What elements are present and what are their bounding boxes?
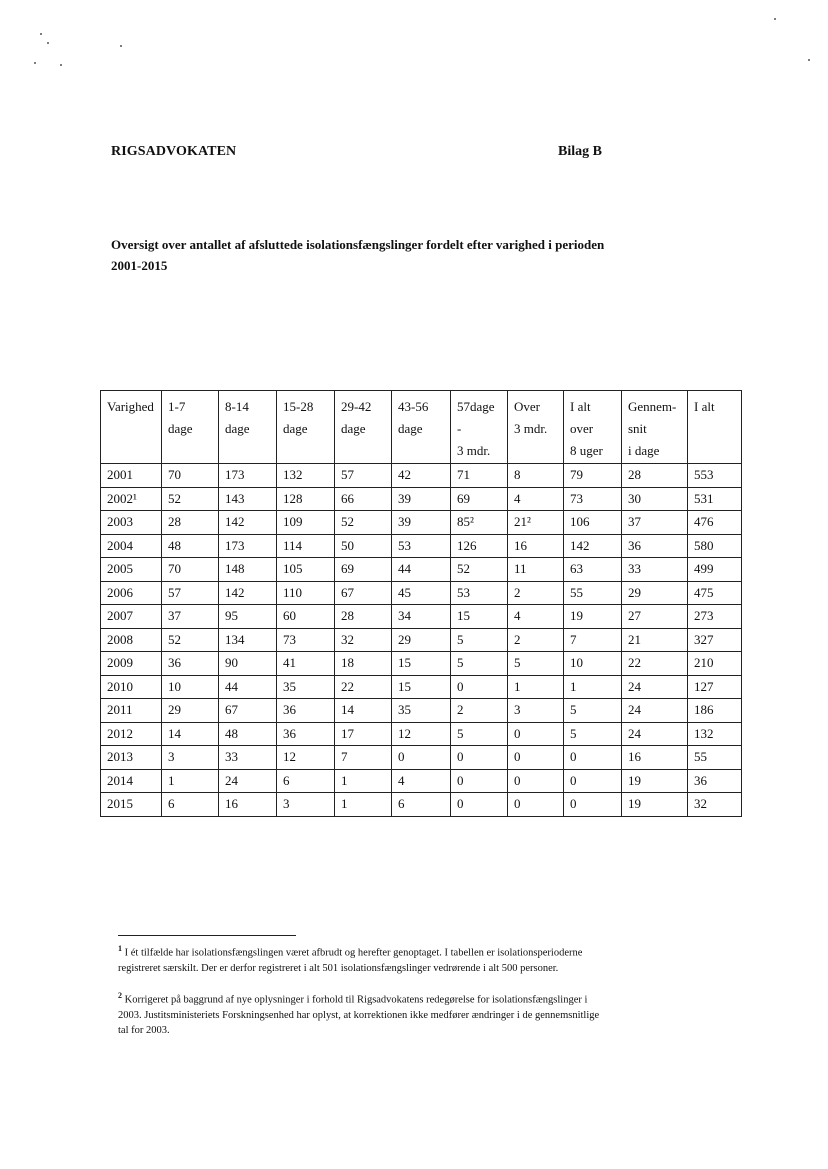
value-cell: 0 xyxy=(508,746,564,770)
year-cell: 2005 xyxy=(101,558,162,582)
value-cell: 67 xyxy=(219,699,277,723)
column-header-line: i dage xyxy=(628,443,660,458)
column-header-line: I alt xyxy=(570,399,591,414)
value-cell: 69 xyxy=(451,487,508,511)
value-cell: 1 xyxy=(508,675,564,699)
table-row xyxy=(101,746,742,770)
value-cell: 32 xyxy=(688,793,742,817)
value-cell: 0 xyxy=(508,722,564,746)
value-cell: 4 xyxy=(392,769,451,793)
value-cell: 132 xyxy=(688,722,742,746)
year-cell: 2008 xyxy=(101,628,162,652)
value-cell: 28 xyxy=(162,511,219,535)
value-cell: 39 xyxy=(392,511,451,535)
table-row xyxy=(101,464,742,488)
value-cell: 55 xyxy=(688,746,742,770)
value-cell: 16 xyxy=(622,746,688,770)
value-cell: 106 xyxy=(564,511,622,535)
value-cell: 0 xyxy=(508,793,564,817)
column-header xyxy=(277,391,335,464)
column-header-line: 1-7 xyxy=(168,399,186,414)
footnote-mark: 1 xyxy=(118,944,122,953)
column-header-line: 3 mdr. xyxy=(514,421,548,436)
column-header-line: dage xyxy=(398,421,423,436)
value-cell: 69 xyxy=(335,558,392,582)
table-row xyxy=(101,793,742,817)
value-cell: 39 xyxy=(392,487,451,511)
table-row xyxy=(101,558,742,582)
value-cell: 16 xyxy=(219,793,277,817)
value-cell: 2 xyxy=(451,699,508,723)
value-cell: 33 xyxy=(622,558,688,582)
value-cell: 22 xyxy=(622,652,688,676)
column-header-line: Varighed xyxy=(107,399,154,414)
value-cell: 531 xyxy=(688,487,742,511)
value-cell: 53 xyxy=(392,534,451,558)
footnote-text: I ét tilfælde har isolationsfængslingen været afbrudt og herefter genoptaget. I tabellen er isolationsperioderne registreret særskilt. Der er derfor registreret i alt 501 isolationsfængslinger vedrørende i alt 500 personer. xyxy=(118,947,583,974)
value-cell: 44 xyxy=(219,675,277,699)
year-cell: 2012 xyxy=(101,722,162,746)
column-header-line: 15-28 xyxy=(283,399,314,414)
column-header-line: dage xyxy=(283,421,308,436)
value-cell: 70 xyxy=(162,558,219,582)
value-cell: 24 xyxy=(622,699,688,723)
value-cell: 95 xyxy=(219,605,277,629)
value-cell: 5 xyxy=(564,722,622,746)
value-cell: 10 xyxy=(162,675,219,699)
value-cell: 110 xyxy=(277,581,335,605)
footnote-divider xyxy=(118,935,296,936)
value-cell: 6 xyxy=(277,769,335,793)
column-header-line: dage xyxy=(168,421,193,436)
value-cell: 14 xyxy=(162,722,219,746)
value-cell: 2 xyxy=(508,581,564,605)
value-cell: 37 xyxy=(162,605,219,629)
value-cell: 29 xyxy=(392,628,451,652)
table-row xyxy=(101,581,742,605)
column-header-line: over xyxy=(570,421,594,436)
table-row xyxy=(101,699,742,723)
table-row xyxy=(101,675,742,699)
column-header-line: 57dage xyxy=(457,399,495,414)
column-header xyxy=(219,391,277,464)
value-cell: 1 xyxy=(564,675,622,699)
value-cell: 5 xyxy=(451,722,508,746)
value-cell: 21² xyxy=(508,511,564,535)
value-cell: 19 xyxy=(622,793,688,817)
value-cell: 15 xyxy=(392,675,451,699)
value-cell: 36 xyxy=(688,769,742,793)
value-cell: 126 xyxy=(451,534,508,558)
value-cell: 11 xyxy=(508,558,564,582)
value-cell: 0 xyxy=(392,746,451,770)
year-cell: 2007 xyxy=(101,605,162,629)
value-cell: 63 xyxy=(564,558,622,582)
value-cell: 55 xyxy=(564,581,622,605)
year-cell: 2013 xyxy=(101,746,162,770)
value-cell: 52 xyxy=(162,628,219,652)
value-cell: 29 xyxy=(622,581,688,605)
column-header xyxy=(162,391,219,464)
value-cell: 0 xyxy=(451,769,508,793)
year-cell: 2015 xyxy=(101,793,162,817)
footnote-1 xyxy=(118,941,608,976)
value-cell: 15 xyxy=(392,652,451,676)
value-cell: 0 xyxy=(564,793,622,817)
footnote-text: Korrigeret på baggrund af nye oplysninger i forhold til Rigsadvokatens redegørelse for isolationsfængslinger i 2003. Justitsministeriets Forskningsenhed har oplyst, at korrektionen ikke medfører ændringer i de gennemsnitlige tal for 2003. xyxy=(118,994,600,1036)
scan-speck xyxy=(40,33,42,35)
column-header xyxy=(508,391,564,464)
value-cell: 0 xyxy=(508,769,564,793)
value-cell: 30 xyxy=(622,487,688,511)
value-cell: 105 xyxy=(277,558,335,582)
value-cell: 10 xyxy=(564,652,622,676)
value-cell: 79 xyxy=(564,464,622,488)
value-cell: 85² xyxy=(451,511,508,535)
value-cell: 132 xyxy=(277,464,335,488)
value-cell: 70 xyxy=(162,464,219,488)
scan-speck xyxy=(34,62,36,64)
value-cell: 142 xyxy=(219,511,277,535)
table-row xyxy=(101,487,742,511)
year-cell: 2009 xyxy=(101,652,162,676)
scan-speck xyxy=(774,18,776,20)
value-cell: 14 xyxy=(335,699,392,723)
column-header-line: dage xyxy=(225,421,250,436)
value-cell: 475 xyxy=(688,581,742,605)
value-cell: 142 xyxy=(564,534,622,558)
table-row xyxy=(101,534,742,558)
value-cell: 3 xyxy=(508,699,564,723)
value-cell: 1 xyxy=(335,769,392,793)
isolation-duration-table xyxy=(100,390,742,817)
table-row xyxy=(101,722,742,746)
value-cell: 45 xyxy=(392,581,451,605)
column-header-line: I alt xyxy=(694,399,715,414)
value-cell: 127 xyxy=(688,675,742,699)
value-cell: 2 xyxy=(508,628,564,652)
column-header-line: 8 uger xyxy=(570,443,603,458)
column-header-line: snit xyxy=(628,421,647,436)
value-cell: 186 xyxy=(688,699,742,723)
value-cell: 327 xyxy=(688,628,742,652)
value-cell: 109 xyxy=(277,511,335,535)
organization-header: RIGSADVOKATEN xyxy=(111,144,237,159)
scan-speck xyxy=(60,64,62,66)
value-cell: 16 xyxy=(508,534,564,558)
value-cell: 0 xyxy=(451,793,508,817)
value-cell: 17 xyxy=(335,722,392,746)
year-cell: 2010 xyxy=(101,675,162,699)
value-cell: 18 xyxy=(335,652,392,676)
value-cell: 35 xyxy=(277,675,335,699)
value-cell: 7 xyxy=(335,746,392,770)
value-cell: 1 xyxy=(162,769,219,793)
value-cell: 28 xyxy=(335,605,392,629)
value-cell: 19 xyxy=(564,605,622,629)
year-cell: 2001 xyxy=(101,464,162,488)
value-cell: 37 xyxy=(622,511,688,535)
value-cell: 67 xyxy=(335,581,392,605)
value-cell: 143 xyxy=(219,487,277,511)
value-cell: 128 xyxy=(277,487,335,511)
document-title: Oversigt over antallet af afsluttede isolationsfængslinger fordelt efter varighed i perioden 2001-2015 xyxy=(111,237,605,273)
column-header-line: 8-14 xyxy=(225,399,249,414)
column-header-line: Over xyxy=(514,399,540,414)
value-cell: 35 xyxy=(392,699,451,723)
scan-speck xyxy=(808,59,810,61)
column-header-line: dage xyxy=(341,421,366,436)
value-cell: 52 xyxy=(162,487,219,511)
value-cell: 52 xyxy=(335,511,392,535)
value-cell: 57 xyxy=(335,464,392,488)
value-cell: 0 xyxy=(451,746,508,770)
column-header xyxy=(622,391,688,464)
value-cell: 134 xyxy=(219,628,277,652)
value-cell: 142 xyxy=(219,581,277,605)
table-row xyxy=(101,628,742,652)
value-cell: 36 xyxy=(622,534,688,558)
value-cell: 4 xyxy=(508,487,564,511)
value-cell: 3 xyxy=(162,746,219,770)
value-cell: 53 xyxy=(451,581,508,605)
value-cell: 0 xyxy=(564,746,622,770)
value-cell: 114 xyxy=(277,534,335,558)
value-cell: 48 xyxy=(219,722,277,746)
value-cell: 148 xyxy=(219,558,277,582)
value-cell: 57 xyxy=(162,581,219,605)
value-cell: 36 xyxy=(277,699,335,723)
value-cell: 5 xyxy=(564,699,622,723)
value-cell: 210 xyxy=(688,652,742,676)
year-cell: 2006 xyxy=(101,581,162,605)
value-cell: 15 xyxy=(451,605,508,629)
column-header-line: Gennem- xyxy=(628,399,677,414)
column-header xyxy=(392,391,451,464)
value-cell: 50 xyxy=(335,534,392,558)
column-header xyxy=(101,391,162,464)
value-cell: 24 xyxy=(219,769,277,793)
column-header xyxy=(451,391,508,464)
value-cell: 6 xyxy=(162,793,219,817)
year-cell: 2004 xyxy=(101,534,162,558)
table-row xyxy=(101,511,742,535)
value-cell: 580 xyxy=(688,534,742,558)
value-cell: 48 xyxy=(162,534,219,558)
column-header-line: 3 mdr. xyxy=(457,443,491,458)
value-cell: 5 xyxy=(451,652,508,676)
value-cell: 60 xyxy=(277,605,335,629)
year-cell: 2011 xyxy=(101,699,162,723)
table-row xyxy=(101,652,742,676)
column-header xyxy=(335,391,392,464)
value-cell: 4 xyxy=(508,605,564,629)
value-cell: 8 xyxy=(508,464,564,488)
table-row xyxy=(101,605,742,629)
column-header-line: 43-56 xyxy=(398,399,429,414)
value-cell: 12 xyxy=(277,746,335,770)
scan-speck xyxy=(47,42,49,44)
table-row xyxy=(101,769,742,793)
value-cell: 36 xyxy=(162,652,219,676)
value-cell: 41 xyxy=(277,652,335,676)
footnote-2 xyxy=(118,988,608,1038)
value-cell: 29 xyxy=(162,699,219,723)
value-cell: 73 xyxy=(277,628,335,652)
value-cell: 173 xyxy=(219,534,277,558)
value-cell: 42 xyxy=(392,464,451,488)
value-cell: 32 xyxy=(335,628,392,652)
year-cell: 2002¹ xyxy=(101,487,162,511)
year-cell: 2003 xyxy=(101,511,162,535)
value-cell: 3 xyxy=(277,793,335,817)
value-cell: 0 xyxy=(564,769,622,793)
value-cell: 24 xyxy=(622,722,688,746)
value-cell: 34 xyxy=(392,605,451,629)
appendix-label: Bilag B xyxy=(558,144,602,159)
value-cell: 173 xyxy=(219,464,277,488)
column-header-line: 29-42 xyxy=(341,399,372,414)
value-cell: 12 xyxy=(392,722,451,746)
value-cell: 73 xyxy=(564,487,622,511)
value-cell: 90 xyxy=(219,652,277,676)
value-cell: 499 xyxy=(688,558,742,582)
value-cell: 5 xyxy=(451,628,508,652)
scan-speck xyxy=(120,45,122,47)
column-header xyxy=(564,391,622,464)
value-cell: 0 xyxy=(451,675,508,699)
value-cell: 476 xyxy=(688,511,742,535)
value-cell: 36 xyxy=(277,722,335,746)
value-cell: 66 xyxy=(335,487,392,511)
value-cell: 28 xyxy=(622,464,688,488)
value-cell: 44 xyxy=(392,558,451,582)
value-cell: 1 xyxy=(335,793,392,817)
table-header-row xyxy=(101,391,742,464)
column-header-line: - xyxy=(457,421,462,436)
value-cell: 7 xyxy=(564,628,622,652)
value-cell: 21 xyxy=(622,628,688,652)
value-cell: 6 xyxy=(392,793,451,817)
value-cell: 5 xyxy=(508,652,564,676)
value-cell: 52 xyxy=(451,558,508,582)
footnote-mark: 2 xyxy=(118,991,122,1000)
year-cell: 2014 xyxy=(101,769,162,793)
value-cell: 24 xyxy=(622,675,688,699)
value-cell: 22 xyxy=(335,675,392,699)
value-cell: 27 xyxy=(622,605,688,629)
value-cell: 71 xyxy=(451,464,508,488)
value-cell: 553 xyxy=(688,464,742,488)
value-cell: 33 xyxy=(219,746,277,770)
column-header xyxy=(688,391,742,464)
value-cell: 19 xyxy=(622,769,688,793)
value-cell: 273 xyxy=(688,605,742,629)
